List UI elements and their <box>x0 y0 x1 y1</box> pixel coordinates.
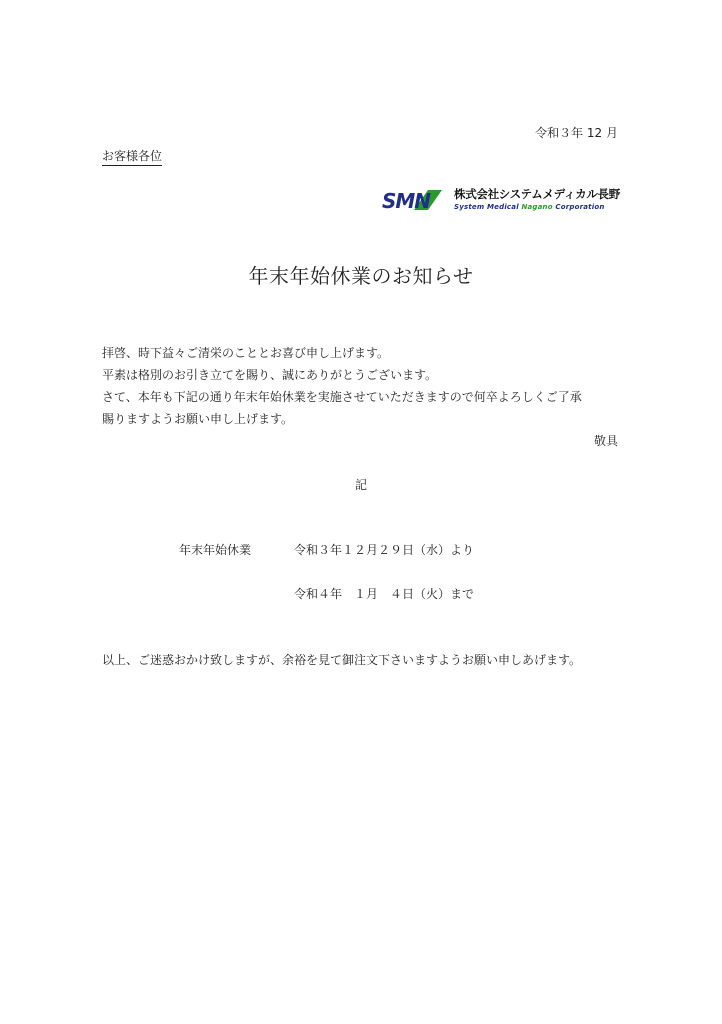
schedule-start: 令和３年１２月２９日（水）より <box>294 543 475 557</box>
schedule-label: 年末年始休業 <box>179 543 252 557</box>
schedule-end: 令和４年 １月 ４日（火）まで <box>294 587 475 601</box>
body-line-greeting: 拝啓、時下益々ご清栄のこととお喜び申し上げます。 <box>102 346 390 360</box>
company-name-en: System Medical Nagano Corporation <box>454 203 605 211</box>
closing-remark: 以上、ご迷惑おかけ致しますが、余裕を見て御注文下さいますようお願い申しあげます。 <box>102 653 582 667</box>
smn-logo-mark <box>380 186 450 214</box>
company-name-ja: 株式会社システムメディカル長野 <box>454 187 620 201</box>
body-line-announcement: さて、本年も下記の通り年末年始休業を実施させていただきますので何卒よろしくご了承 <box>102 390 582 404</box>
notice-title: 年末年始休業のお知らせ <box>248 264 474 288</box>
ki-heading: 記 <box>354 478 367 492</box>
body-line-request: 賜りますようお願い申し上げます。 <box>102 412 294 426</box>
issue-date: 令和３年 12 月 <box>535 126 618 140</box>
body-line-thanks: 平素は格別のお引き立てを賜り、誠にありがとうございます。 <box>102 368 438 382</box>
svg-text:SMN: SMN <box>382 189 431 213</box>
recipient-salutation: お客様各位 <box>102 147 162 166</box>
company-logo <box>380 186 630 214</box>
closing-keigu: 敬具 <box>593 434 618 448</box>
